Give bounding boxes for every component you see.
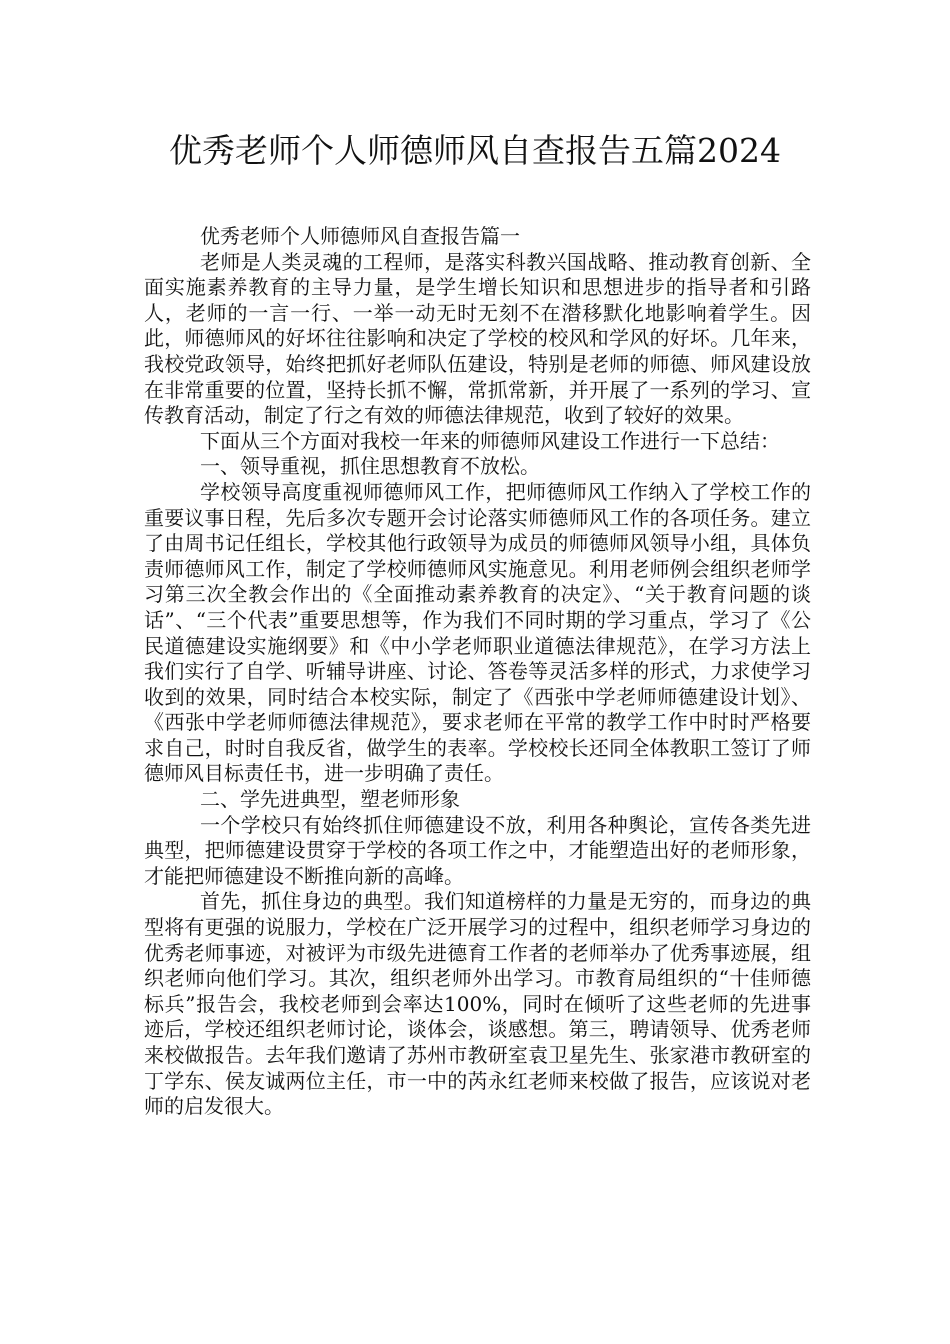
section-heading: 二、学先进典型，塑老师形象 xyxy=(200,787,460,812)
paragraph: 首先，抓住身边的典型。我们知道榜样的力量是无穷的，而身边的典型将有更强的说服力，学校在广泛开展学习的过程中，组织老师学习身边的优秀老师事迹，对被评为市级先进德育工作者的老师举办了优秀事迹展，组织老师向他们学习。其次，组织老师外出学习。市教育局组织的“十佳师德标兵”报告会，我校老师到会率达100%，同时在倾听了这些老师的先进事迹后，学校还组织老师讨论，谈体会，谈感想。第三，聘请领导、优秀老师来校做报告。去年我们邀请了苏州市教研室袁卫星先生、张家港市教研室的丁学东、侯友诚两位主任，市一中的芮永红老师来校做了报告，应该说对老师的启发很大。 xyxy=(144,889,811,1119)
section-heading: 优秀老师个人师德师风自查报告篇一 xyxy=(200,224,520,248)
paragraph: 一个学校只有始终抓住师德建设不放，利用各种舆论，宣传各类先进典型，把师德建设贯穿于学校的各项工作之中，才能塑造出好的老师形象，才能把师德建设不断推向新的高峰。 xyxy=(144,812,811,888)
document-title: 优秀老师个人师德师风自查报告五篇2024 xyxy=(169,131,781,170)
paragraph: 老师是人类灵魂的工程师，是落实科教兴国战略、推动教育创新、全面实施素养教育的主导力量，是学生增长知识和思想进步的指导者和引路人，老师的一言一行、一举一动无时无刻不在潜移默化地影响着学生。因此，师德师风的好坏往往影响和决定了学校的校风和学风的好坏。几年来，我校党政领导，始终把抓好老师队伍建设，特别是老师的师德、师风建设放在非常重要的位置，坚持长抓不懈，常抓常新，并开展了一系列的学习、宣传教育活动，制定了行之有效的师德法律规范，收到了较好的效果。 xyxy=(144,249,811,428)
document-body xyxy=(144,224,811,1120)
paragraph: 下面从三个方面对我校一年来的师德师风建设工作进行一下总结： xyxy=(200,428,780,453)
paragraph: 学校领导高度重视师德师风工作，把师德师风工作纳入了学校工作的重要议事日程，先后多次专题开会讨论落实师德师风工作的各项任务。建立了由周书记任组长，学校其他行政领导为成员的师德师风领导小组，具体负责师德师风工作，制定了学校师德师风实施意见。利用老师例会组织老师学习第三次全教会作出的《全面推动素养教育的决定》、“关于教育问题的谈话”、“三个代表”重要思想等，作为我们不同时期的学习重点，学习了《公民道德建设实施纲要》和《中小学老师职业道德法律规范》，在学习方法上我们实行了自学、听辅导讲座、讨论、答卷等灵活多样的形式，力求使学习收到的效果，同时结合本校实际，制定了《西张中学老师师德建设计划》、《西张中学老师师德法律规范》，要求老师在平常的教学工作中时时严格要求自己，时时自我反省，做学生的表率。学校校长还同全体教职工签订了师德师风目标责任书，进一步明确了责任。 xyxy=(144,479,811,786)
section-heading: 一、领导重视，抓住思想教育不放松。 xyxy=(200,454,540,479)
